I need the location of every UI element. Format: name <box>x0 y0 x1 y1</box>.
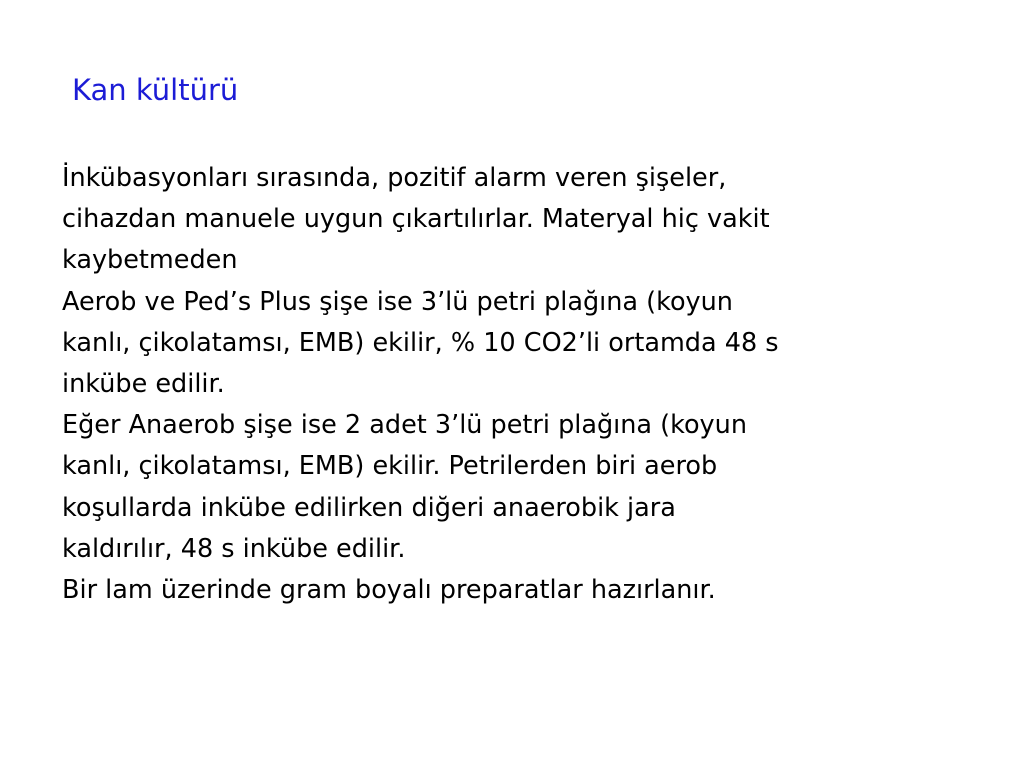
slide-title: Kan kültürü <box>72 73 239 107</box>
body-line: İnkübasyonları sırasında, pozitif alarm veren şişeler, <box>62 163 727 193</box>
slide-body-text <box>62 158 982 611</box>
body-line: kaybetmeden <box>62 245 238 276</box>
body-line: kanlı, çikolatamsı, EMB) ekilir, % 10 CO2’li ortamda 48 s <box>62 327 779 358</box>
body-line: kaldırılır, 48 s inkübe edilir. <box>62 533 406 564</box>
body-line: koşullarda inkübe edilirken diğeri anaerobik jara <box>62 492 676 523</box>
body-line: Aerob ve Ped’s Plus şişe ise 3’lü petri plağına (koyun <box>62 286 733 317</box>
body-line: inkübe edilir. <box>62 369 225 400</box>
body-line: kanlı, çikolatamsı, EMB) ekilir. Petrilerden biri aerob <box>62 451 718 482</box>
body-line: Bir lam üzerinde gram boyalı preparatlar hazırlanır. <box>62 575 716 606</box>
body-line: cihazdan manuele uygun çıkartılırlar. Materyal hiç vakit <box>62 204 770 235</box>
body-line: Eğer Anaerob şişe ise 2 adet 3’lü petri plağına (koyun <box>62 410 747 441</box>
